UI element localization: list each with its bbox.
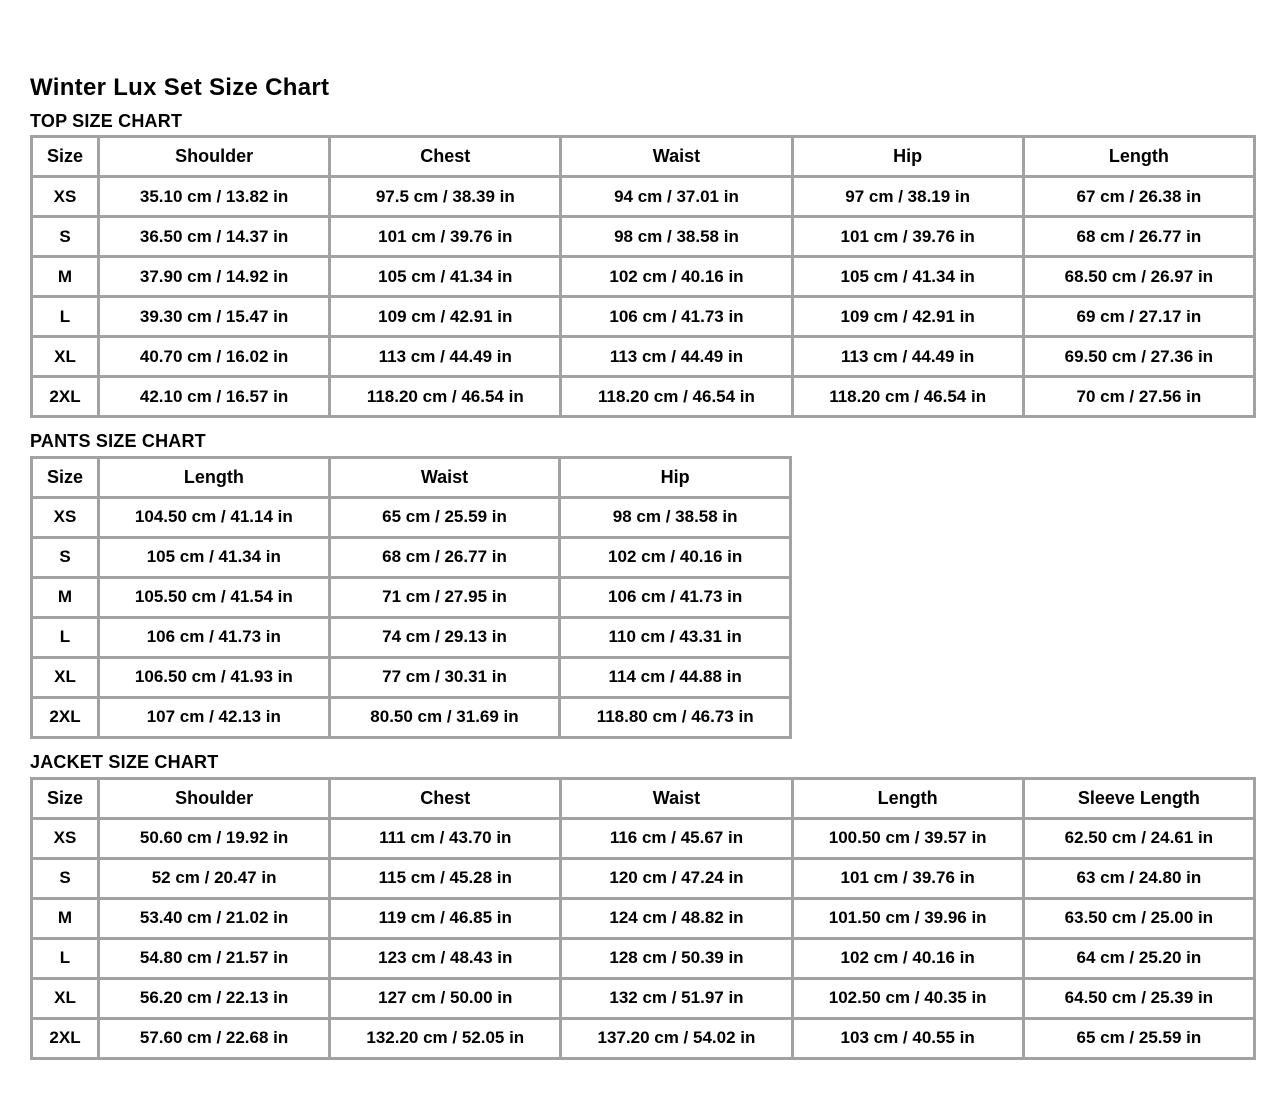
measurement-cell: 50.60 cm / 19.92 in: [99, 818, 330, 858]
measurement-cell: 128 cm / 50.39 in: [561, 938, 792, 978]
pants-row-xl: [32, 657, 791, 697]
measurement-cell: 101 cm / 39.76 in: [330, 217, 561, 257]
pants-size-table: [30, 456, 792, 739]
jacket-row-xl: [32, 978, 1255, 1018]
size-label-cell: M: [32, 898, 99, 938]
size-label-cell: XL: [32, 337, 99, 377]
measurement-cell: 80.50 cm / 31.69 in: [329, 697, 560, 737]
measurement-cell: 110 cm / 43.31 in: [560, 617, 791, 657]
jacket-column-header-waist: Waist: [561, 778, 792, 818]
measurement-cell: 119 cm / 46.85 in: [330, 898, 561, 938]
size-label-cell: M: [32, 577, 99, 617]
measurement-cell: 113 cm / 44.49 in: [330, 337, 561, 377]
top-column-header-size: Size: [32, 137, 99, 177]
measurement-cell: 105 cm / 41.34 in: [99, 537, 330, 577]
jacket-row-xs: [32, 818, 1255, 858]
size-label-cell: XL: [32, 657, 99, 697]
measurement-cell: 118.80 cm / 46.73 in: [560, 697, 791, 737]
size-chart-section-top: [30, 111, 1256, 419]
measurement-cell: 102.50 cm / 40.35 in: [792, 978, 1023, 1018]
measurement-cell: 97 cm / 38.19 in: [792, 177, 1023, 217]
measurement-cell: 71 cm / 27.95 in: [329, 577, 560, 617]
jacket-row-l: [32, 938, 1255, 978]
measurement-cell: 77 cm / 30.31 in: [329, 657, 560, 697]
pants-row-l: [32, 617, 791, 657]
measurement-cell: 113 cm / 44.49 in: [792, 337, 1023, 377]
pants-column-header-waist: Waist: [329, 457, 560, 497]
measurement-cell: 101 cm / 39.76 in: [792, 858, 1023, 898]
measurement-cell: 118.20 cm / 46.54 in: [792, 377, 1023, 417]
measurement-cell: 54.80 cm / 21.57 in: [99, 938, 330, 978]
size-label-cell: L: [32, 938, 99, 978]
measurement-cell: 37.90 cm / 14.92 in: [99, 257, 330, 297]
measurement-cell: 97.5 cm / 38.39 in: [330, 177, 561, 217]
measurement-cell: 111 cm / 43.70 in: [330, 818, 561, 858]
measurement-cell: 64 cm / 25.20 in: [1023, 938, 1254, 978]
jacket-column-header-chest: Chest: [330, 778, 561, 818]
jacket-column-header-shoulder: Shoulder: [99, 778, 330, 818]
measurement-cell: 107 cm / 42.13 in: [99, 697, 330, 737]
top-column-header-chest: Chest: [330, 137, 561, 177]
pants-row-xs: [32, 497, 791, 537]
measurement-cell: 94 cm / 37.01 in: [561, 177, 792, 217]
measurement-cell: 104.50 cm / 41.14 in: [99, 497, 330, 537]
measurement-cell: 132.20 cm / 52.05 in: [330, 1018, 561, 1058]
measurement-cell: 63 cm / 24.80 in: [1023, 858, 1254, 898]
measurement-cell: 137.20 cm / 54.02 in: [561, 1018, 792, 1058]
top-column-header-shoulder: Shoulder: [99, 137, 330, 177]
pants-header-row: [32, 457, 791, 497]
size-label-cell: XS: [32, 497, 99, 537]
measurement-cell: 120 cm / 47.24 in: [561, 858, 792, 898]
measurement-cell: 105.50 cm / 41.54 in: [99, 577, 330, 617]
page-title: Winter Lux Set Size Chart: [30, 74, 330, 101]
measurement-cell: 105 cm / 41.34 in: [792, 257, 1023, 297]
measurement-cell: 106 cm / 41.73 in: [560, 577, 791, 617]
top-row-2xl: [32, 377, 1255, 417]
measurement-cell: 69 cm / 27.17 in: [1023, 297, 1254, 337]
section-title-top: TOP SIZE CHART: [30, 110, 183, 131]
size-label-cell: 2XL: [32, 697, 99, 737]
top-column-header-waist: Waist: [561, 137, 792, 177]
pants-row-2xl: [32, 697, 791, 737]
measurement-cell: 64.50 cm / 25.39 in: [1023, 978, 1254, 1018]
size-label-cell: XS: [32, 177, 99, 217]
measurement-cell: 62.50 cm / 24.61 in: [1023, 818, 1254, 858]
measurement-cell: 114 cm / 44.88 in: [560, 657, 791, 697]
measurement-cell: 124 cm / 48.82 in: [561, 898, 792, 938]
measurement-cell: 123 cm / 48.43 in: [330, 938, 561, 978]
measurement-cell: 57.60 cm / 22.68 in: [99, 1018, 330, 1058]
measurement-cell: 105 cm / 41.34 in: [330, 257, 561, 297]
jacket-column-header-length: Length: [792, 778, 1023, 818]
measurement-cell: 68.50 cm / 26.97 in: [1023, 257, 1254, 297]
measurement-cell: 100.50 cm / 39.57 in: [792, 818, 1023, 858]
top-row-s: [32, 217, 1255, 257]
jacket-row-m: [32, 898, 1255, 938]
top-row-xs: [32, 177, 1255, 217]
measurement-cell: 36.50 cm / 14.37 in: [99, 217, 330, 257]
measurement-cell: 109 cm / 42.91 in: [330, 297, 561, 337]
section-title-pants: PANTS SIZE CHART: [30, 431, 206, 452]
size-chart-section-pants: [30, 431, 1256, 739]
measurement-cell: 102 cm / 40.16 in: [561, 257, 792, 297]
measurement-cell: 109 cm / 42.91 in: [792, 297, 1023, 337]
measurement-cell: 68 cm / 26.77 in: [1023, 217, 1254, 257]
measurement-cell: 40.70 cm / 16.02 in: [99, 337, 330, 377]
measurement-cell: 74 cm / 29.13 in: [329, 617, 560, 657]
measurement-cell: 102 cm / 40.16 in: [560, 537, 791, 577]
size-label-cell: L: [32, 617, 99, 657]
top-row-l: [32, 297, 1255, 337]
measurement-cell: 63.50 cm / 25.00 in: [1023, 898, 1254, 938]
measurement-cell: 98 cm / 38.58 in: [561, 217, 792, 257]
size-charts-container: [30, 111, 1256, 1060]
measurement-cell: 98 cm / 38.58 in: [560, 497, 791, 537]
top-column-header-length: Length: [1023, 137, 1254, 177]
pants-column-header-length: Length: [99, 457, 330, 497]
top-row-xl: [32, 337, 1255, 377]
measurement-cell: 53.40 cm / 21.02 in: [99, 898, 330, 938]
measurement-cell: 103 cm / 40.55 in: [792, 1018, 1023, 1058]
measurement-cell: 69.50 cm / 27.36 in: [1023, 337, 1254, 377]
jacket-column-header-sleeve-length: Sleeve Length: [1023, 778, 1254, 818]
measurement-cell: 101 cm / 39.76 in: [792, 217, 1023, 257]
measurement-cell: 56.20 cm / 22.13 in: [99, 978, 330, 1018]
pants-column-header-hip: Hip: [560, 457, 791, 497]
jacket-header-row: [32, 778, 1255, 818]
size-label-cell: 2XL: [32, 1018, 99, 1058]
top-row-m: [32, 257, 1255, 297]
jacket-size-table: [30, 777, 1256, 1060]
size-label-cell: XL: [32, 978, 99, 1018]
measurement-cell: 101.50 cm / 39.96 in: [792, 898, 1023, 938]
section-title-jacket: JACKET SIZE CHART: [30, 751, 219, 772]
measurement-cell: 68 cm / 26.77 in: [329, 537, 560, 577]
size-label-cell: M: [32, 257, 99, 297]
measurement-cell: 35.10 cm / 13.82 in: [99, 177, 330, 217]
measurement-cell: 39.30 cm / 15.47 in: [99, 297, 330, 337]
size-label-cell: S: [32, 217, 99, 257]
measurement-cell: 132 cm / 51.97 in: [561, 978, 792, 1018]
size-label-cell: S: [32, 858, 99, 898]
size-label-cell: 2XL: [32, 377, 99, 417]
measurement-cell: 115 cm / 45.28 in: [330, 858, 561, 898]
measurement-cell: 113 cm / 44.49 in: [561, 337, 792, 377]
measurement-cell: 102 cm / 40.16 in: [792, 938, 1023, 978]
jacket-column-header-size: Size: [32, 778, 99, 818]
top-header-row: [32, 137, 1255, 177]
pants-row-m: [32, 577, 791, 617]
measurement-cell: 67 cm / 26.38 in: [1023, 177, 1254, 217]
measurement-cell: 65 cm / 25.59 in: [1023, 1018, 1254, 1058]
measurement-cell: 106 cm / 41.73 in: [99, 617, 330, 657]
pants-row-s: [32, 537, 791, 577]
size-label-cell: L: [32, 297, 99, 337]
measurement-cell: 106 cm / 41.73 in: [561, 297, 792, 337]
measurement-cell: 118.20 cm / 46.54 in: [330, 377, 561, 417]
size-label-cell: S: [32, 537, 99, 577]
pants-column-header-size: Size: [32, 457, 99, 497]
jacket-row-s: [32, 858, 1255, 898]
measurement-cell: 116 cm / 45.67 in: [561, 818, 792, 858]
top-size-table: [30, 135, 1256, 418]
measurement-cell: 70 cm / 27.56 in: [1023, 377, 1254, 417]
measurement-cell: 42.10 cm / 16.57 in: [99, 377, 330, 417]
measurement-cell: 52 cm / 20.47 in: [99, 858, 330, 898]
jacket-row-2xl: [32, 1018, 1255, 1058]
size-chart-section-jacket: [30, 752, 1256, 1060]
measurement-cell: 65 cm / 25.59 in: [329, 497, 560, 537]
size-label-cell: XS: [32, 818, 99, 858]
measurement-cell: 106.50 cm / 41.93 in: [99, 657, 330, 697]
measurement-cell: 118.20 cm / 46.54 in: [561, 377, 792, 417]
top-column-header-hip: Hip: [792, 137, 1023, 177]
measurement-cell: 127 cm / 50.00 in: [330, 978, 561, 1018]
